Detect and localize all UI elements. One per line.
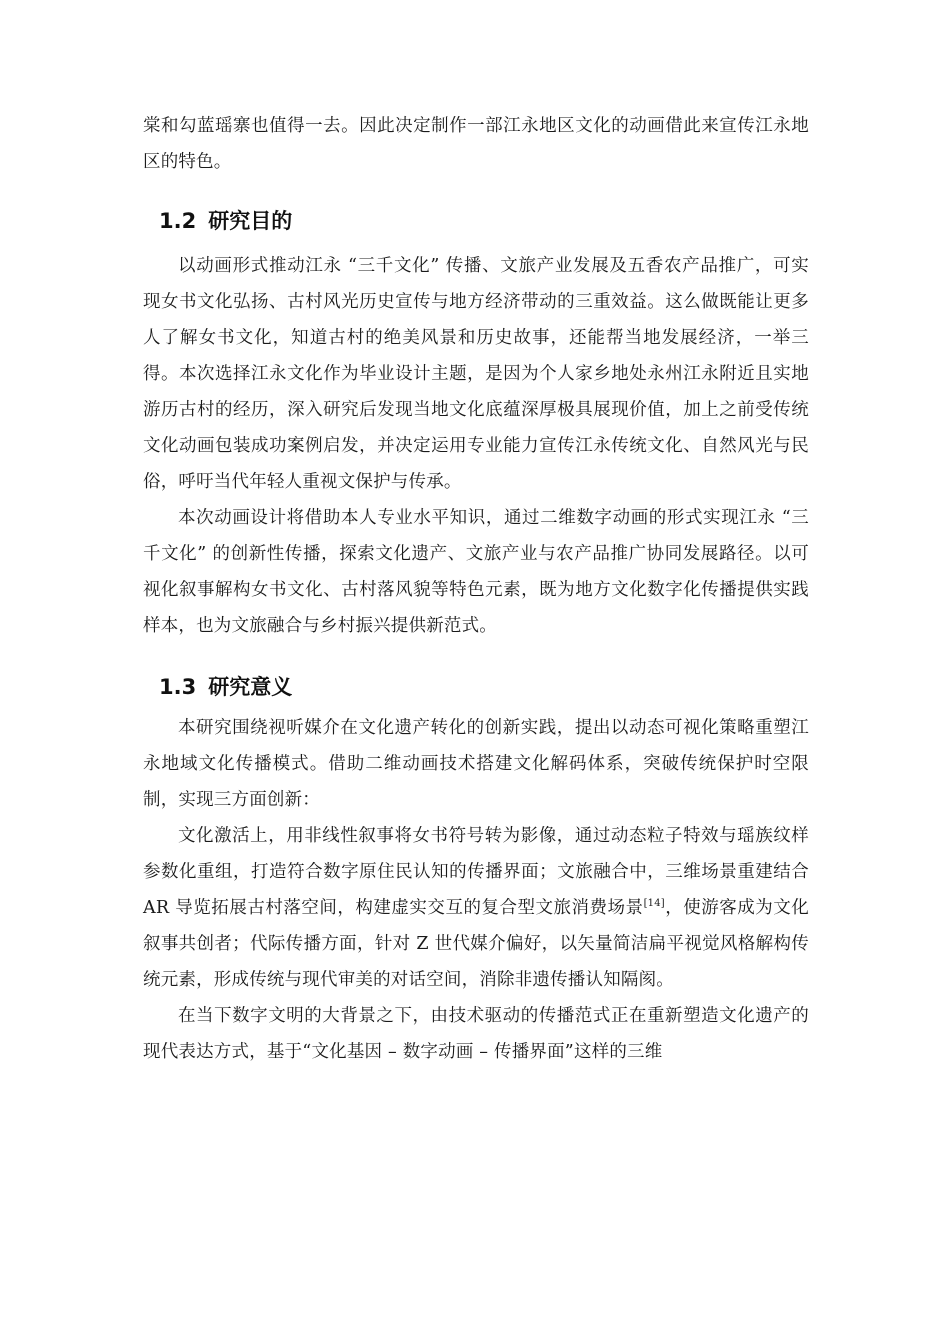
citation-mark: [14] bbox=[643, 898, 665, 910]
section-number: 1.2 bbox=[159, 209, 197, 233]
section-heading-1-2 bbox=[143, 206, 809, 236]
page-body bbox=[143, 108, 809, 1070]
section-title: 研究目的 bbox=[208, 209, 293, 233]
paragraph-intro-continued: 棠和勾蓝瑶寨也值得一去。因此决定制作一部江永地区文化的动画借此来宣传江永地区的特色。 bbox=[143, 116, 809, 172]
paragraph-text: 文化激活上，用非线性叙事将女书符号转为影像，通过动态粒子特效与瑶族纹样参数化重组，打造符合数字原住民认知的传播界面；文旅融合中，三维场景重建结合 AR 导览拓展古村落空间，构建虚实交互的复合型文旅消费场景 bbox=[143, 826, 809, 918]
paragraph-purpose-2: 本次动画设计将借助本人专业水平知识，通过二维数字动画的形式实现江永 “三千文化” 的创新性传播，探索文化遗产、文旅产业与农产品推广协同发展路径。以可视化叙事解构女书文化、古村落风貌等特色元素，既为地方文化数字化传播提供实践样本，也为文旅融合与乡村振兴提供新范式。 bbox=[143, 508, 809, 636]
paragraph-purpose-1: 以动画形式推动江永 “三千文化” 传播、文旅产业发展及五香农产品推广，可实现女书文化弘扬、古村风光历史宣传与地方经济带动的三重效益。这么做既能让更多人了解女书文化，知道古村的绝美风景和历史故事，还能帮当地发展经济，一举三得。本次选择江永文化作为毕业设计主题，是因为个人家乡地处永州江永附近且实地游历古村的经历，深入研究后发现当地文化底蕴深厚极具展现价值，加上之前受传统文化动画包装成功案例启发，并决定运用专业能力宣传江永传统文化、自然风光与民俗，呼吁当代年轻人重视文保护与传承。 bbox=[143, 256, 809, 492]
section-heading-1-3 bbox=[143, 672, 809, 702]
paragraph-significance-1: 本研究围绕视听媒介在文化遗产转化的创新实践，提出以动态可视化策略重塑江永地域文化传播模式。借助二维动画技术搭建文化解码体系，突破传统保护时空限制，实现三方面创新： bbox=[143, 718, 809, 810]
paragraph-significance-3: 在当下数字文明的大背景之下，由技术驱动的传播范式正在重新塑造文化遗产的现代表达方式，基于“文化基因 – 数字动画 – 传播界面”这样的三维 bbox=[143, 1006, 809, 1062]
section-title: 研究意义 bbox=[208, 675, 293, 699]
paragraph-text: ，使游客成为文化叙事共创者；代际传播方面，针对 Z 世代媒介偏好，以矢量简洁扁平视觉风格解构传统元素，形成传统与现代审美的对话空间，消除非遗传播认知隔阂。 bbox=[143, 898, 809, 990]
paragraph-significance-2 bbox=[143, 818, 809, 998]
section-number: 1.3 bbox=[159, 675, 197, 699]
